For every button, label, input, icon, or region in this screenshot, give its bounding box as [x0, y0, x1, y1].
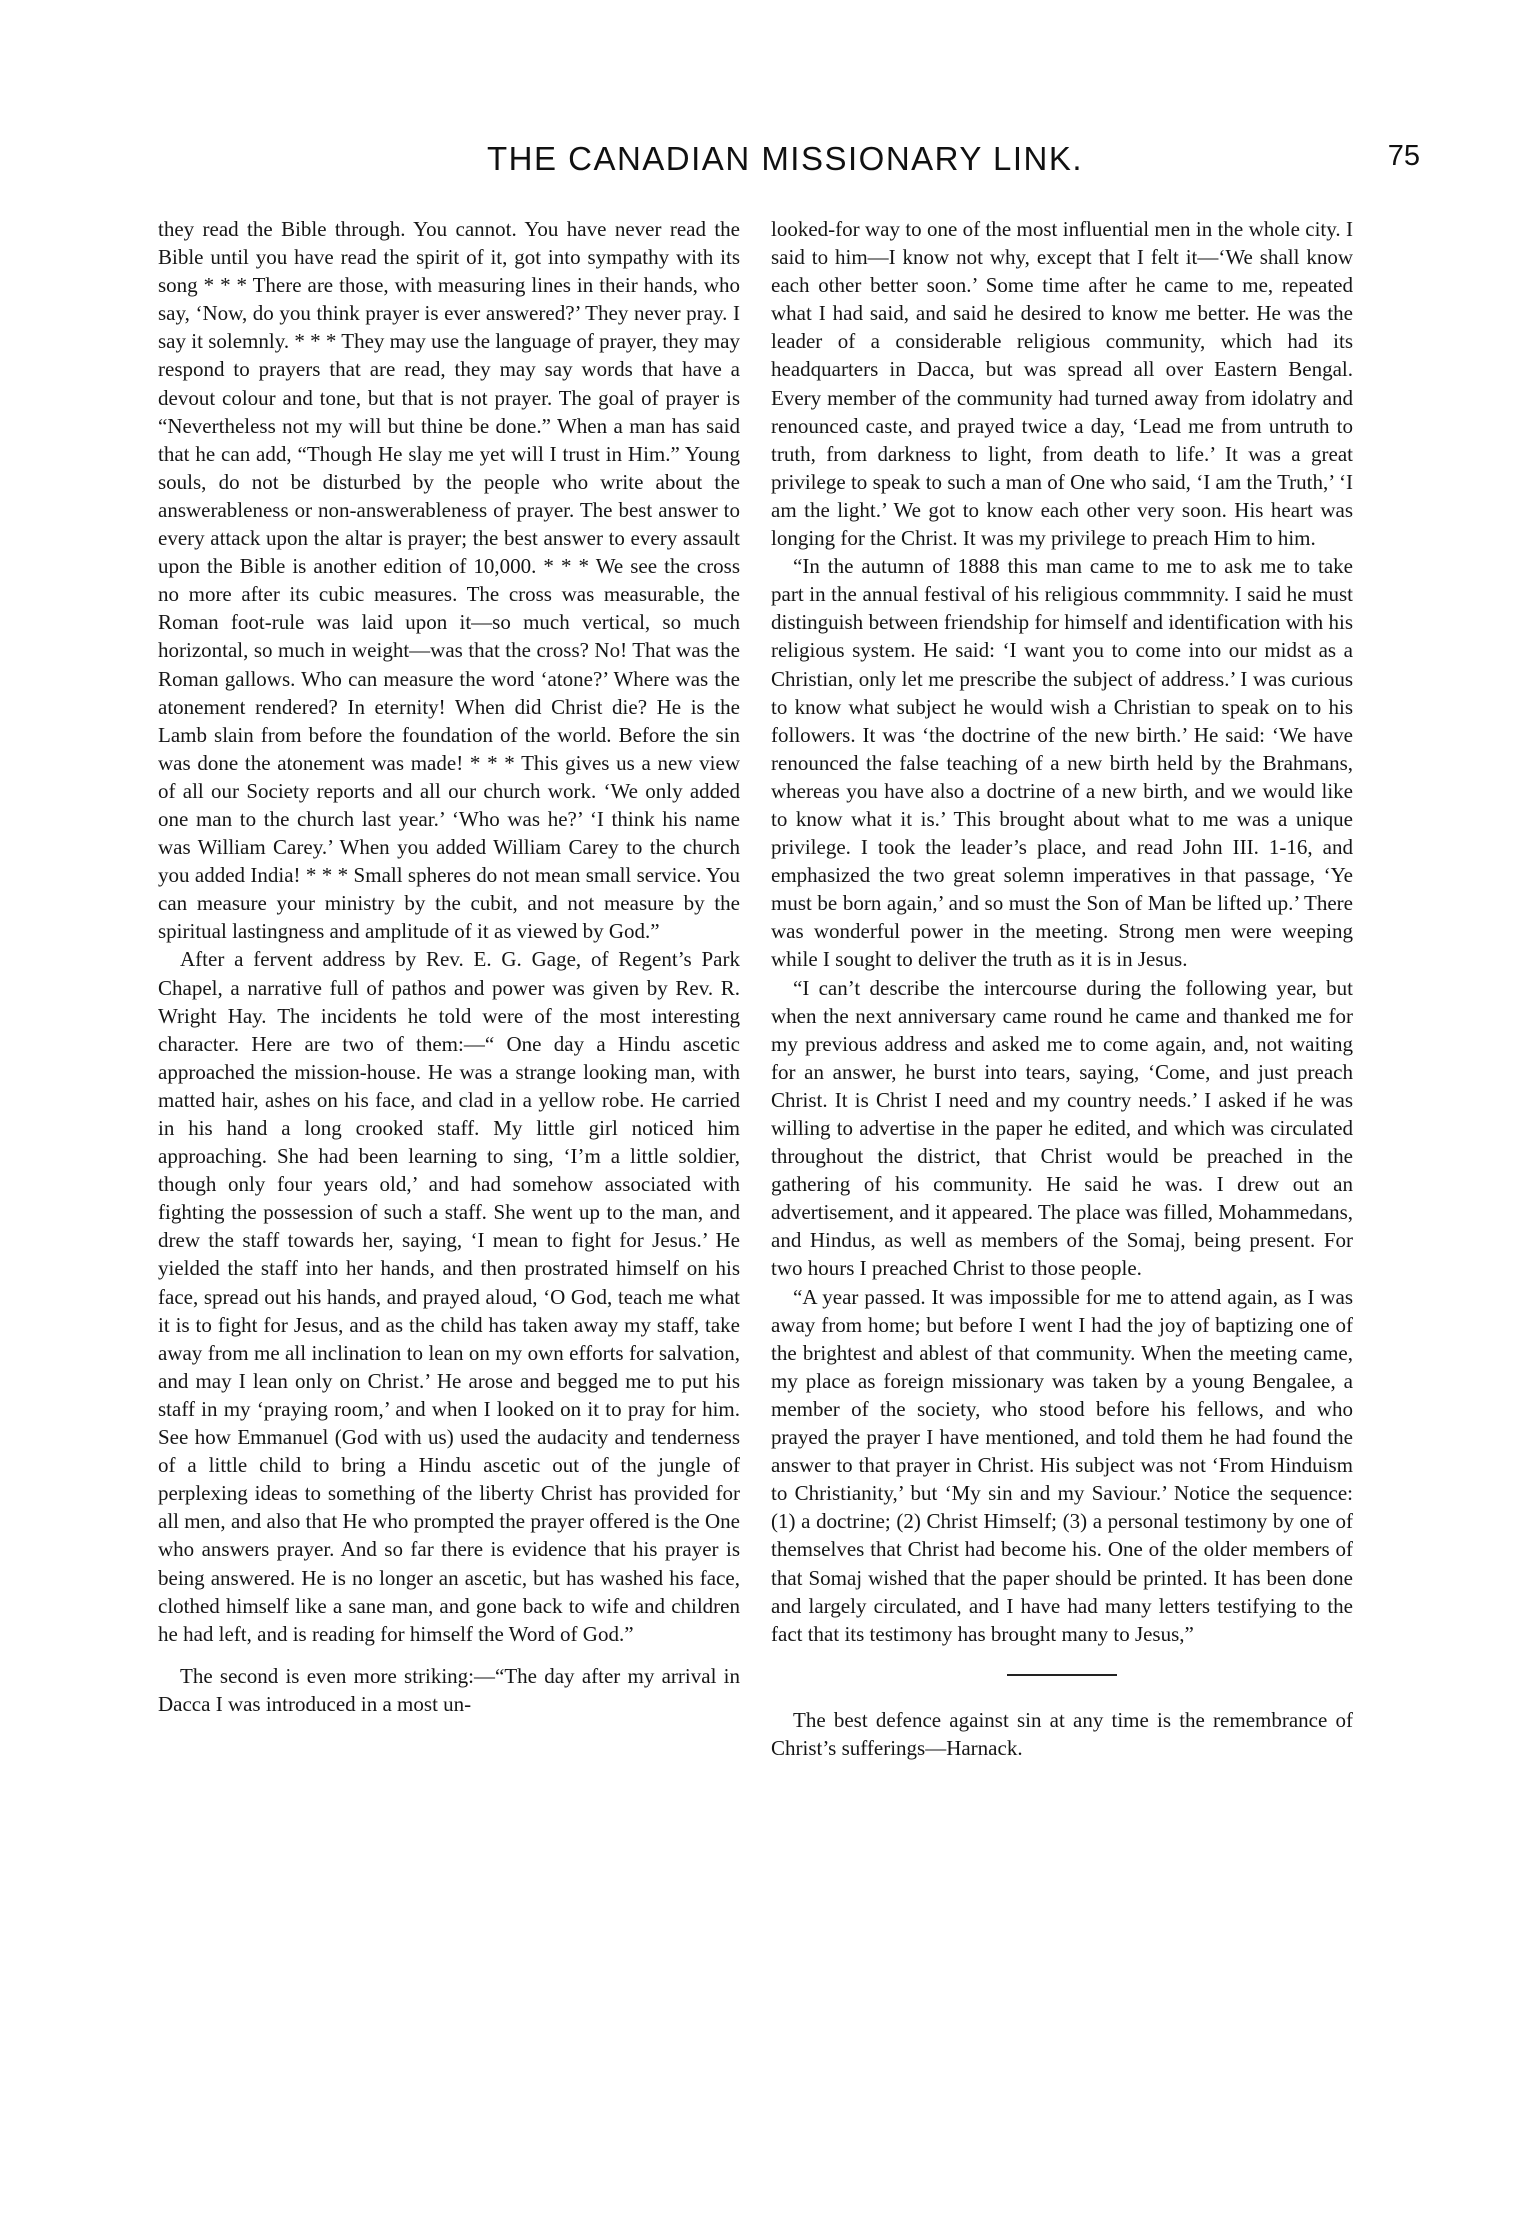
- left-column: [158, 215, 740, 1718]
- paragraph: “In the autumn of 1888 this man came to me to ask me to take part in the annual festival of his religious commmnity. I said he must distinguish between friendship for himself and identification with his religious system. He said: ‘I want you to come into our midst as a Christian, only let me prescribe the subject of address.’ I was curious to know what subject he would wish a Christian to speak on to his followers. It was ‘the doctrine of the new birth.’ He said: ‘We have renounced the false teaching of a new birth held by the Brahmans, whereas you have also a doctrine of a new birth, and we would like to know what it is.’ This brought about what to me was a unique privilege. I took the leader’s place, and read John III. 1-16, and emphasized the two great solemn imperatives in that passage, ‘Ye must be born again,’ and so must the Son of Man be lifted up.’ There was wonderful power in the meeting. Strong men were weeping while I sought to deliver the truth as it is in Jesus.: [771, 554, 1353, 972]
- journal-title: THE CANADIAN MISSIONARY LINK.: [486, 140, 1084, 177]
- paragraph: they read the Bible through. You cannot. You have never read the Bible until you have read the spirit of it, got into sympathy with its song * * * There are those, with measuring lines in their hands, who say, ‘Now, do you think prayer is ever answered?’ They never pray. I say it solemnly. * * * They may use the language of prayer, they may respond to prayers that are read, they may say words that have a devout colour and tone, but that is not prayer. The goal of prayer is “Nevertheless not my will but thine be done.” When a man has said that he can add, “Though He slay me yet will I trust in Him.” Young souls, do not be disturbed by the people who write about the answerableness or non-answerableness of prayer. The best answer to every attack upon the altar is prayer; the best answer to every assault upon the Bible is another edition of 10,000. * * * We see the cross no more after its cubic measures. The cross was measurable, the Roman foot-rule was laid upon it—so much vertical, so much horizontal, so much in weight—was that the cross? No! That was the Roman gallows. Who can measure the word ‘atone?’ Where was the atonement rendered? In eternity! When did Christ die? He is the Lamb slain from before the foundation of the world. Before the sin was done the atonement was made! * * * This gives us a new view of all our Society reports and all our church work. ‘We only added one man to the church last year.’ ‘Who was he?’ ‘I think his name was William Carey.’ When you added William Carey to the church you added India! * * * Small spheres do not mean small service. You can measure your ministry by the cubit, and not measure by the spiritual lastingness and amplitude of it as viewed by God.”: [158, 217, 740, 944]
- paragraph: looked-for way to one of the most influential men in the whole city. I said to him—I know not why, except that I felt it—‘We shall know each other better soon.’ Some time after he came to me, repeated what I had said, and said he desired to know me better. He was the leader of a considerable religious community, which had its headquarters in Dacca, but was spread all over Eastern Bengal. Every member of the community had turned away from idolatry and renounced caste, and prayed twice a day, ‘Lead me from untruth to truth, from darkness to light, from death to life.’ It was a great privilege to speak to such a man of One who said, ‘I am the Truth,’ ‘I am the light.’ We got to know each other very soon. His heart was longing for the Christ. It was my privilege to preach Him to him.: [771, 217, 1353, 551]
- paragraph: “I can’t describe the intercourse during the following year, but when the next anniversary came round he came and thanked me for my previous address and asked me to come again, and, not waiting for an answer, he burst into tears, saying, ‘Come, and just preach Christ. It is Christ I need and my country needs.’ I asked if he was willing to advertise in the paper he edited, and which was circulated throughout the district, that Christ would be preached in the gathering of his community. He said he was. I drew out an advertisement, and it appeared. The place was filled, Mohammedans, and Hindus, as well as members of the Somaj, being present. For two hours I preached Christ to those people.: [771, 975, 1353, 1281]
- divider: [1007, 1674, 1117, 1676]
- page-header: [150, 140, 1420, 200]
- page-number: 75: [1387, 140, 1420, 172]
- paragraph: After a fervent address by Rev. E. G. Gage, of Regent’s Park Chapel, a narrative full of pathos and power was given by Rev. R. Wright Hay. The incidents he told were of the most interesting character. Here are two of them:—“ One day a Hindu ascetic approached the mission-house. He was a strange looking man, with matted hair, ashes on his face, and clad in a yellow robe. He carried in his hand a long crooked staff. My little girl noticed him approaching. She had been learning to sing, ‘I’m a little soldier, though only four years old,’ and had somehow associated with fighting the possession of such a staff. She went up to the man, and drew the staff towards her, saying, ‘I mean to fight for Jesus.’ He yielded the staff into her hands, and then prostrated himself on his face, spread out his hands, and prayed aloud, ‘O God, teach me what it is to fight for Jesus, and as the child has taken away my staff, take away from me all inclination to lean on my own efforts for salvation, and may I lean only on Christ.’ He arose and begged me to put his staff in my ‘praying room,’ and when I looked on it to pray for him. See how Emmanuel (God with us) used the audacity and tenderness of a little child to bring a Hindu ascetic out of the jungle of perplexing ideas to something of the liberty Christ has provided for all men, and also that He who prompted the prayer offered is the One who answers prayer. And so far there is evidence that his prayer is being answered. He is no longer an ascetic, but has washed his face, clothed himself like a sane man, and gone back to wife and children he had left, and is reading for himself the Word of God.”: [158, 947, 740, 1646]
- right-column: [771, 215, 1353, 1762]
- closing-quote: The best defence against sin at any time is the remembrance of Christ’s sufferings—Harnack.: [771, 1707, 1353, 1760]
- paragraph: The second is even more striking:—“The day after my arrival in Dacca I was introduced in a most un-: [158, 1663, 740, 1716]
- paragraph: “A year passed. It was impossible for me to attend again, as I was away from home; but before I went I had the joy of baptizing one of the brightest and ablest of that community. When the meeting came, my place as foreign missionary was taken by a young Bengalee, a member of the society, who stood before his fellows, and who prayed the prayer I have mentioned, and told them he had found the answer to that prayer in Christ. His subject was not ‘From Hinduism to Christianity,’ but ‘My sin and my Saviour.’ Notice the sequence: (1) a doctrine; (2) Christ Himself; (3) a personal testimony by one of themselves that Christ had become his. One of the older members of that Somaj wished that the paper should be printed. It has been done and largely circulated, and I have had many letters testifying to the fact that its testimony has brought many to Jesus,”: [771, 1284, 1353, 1646]
